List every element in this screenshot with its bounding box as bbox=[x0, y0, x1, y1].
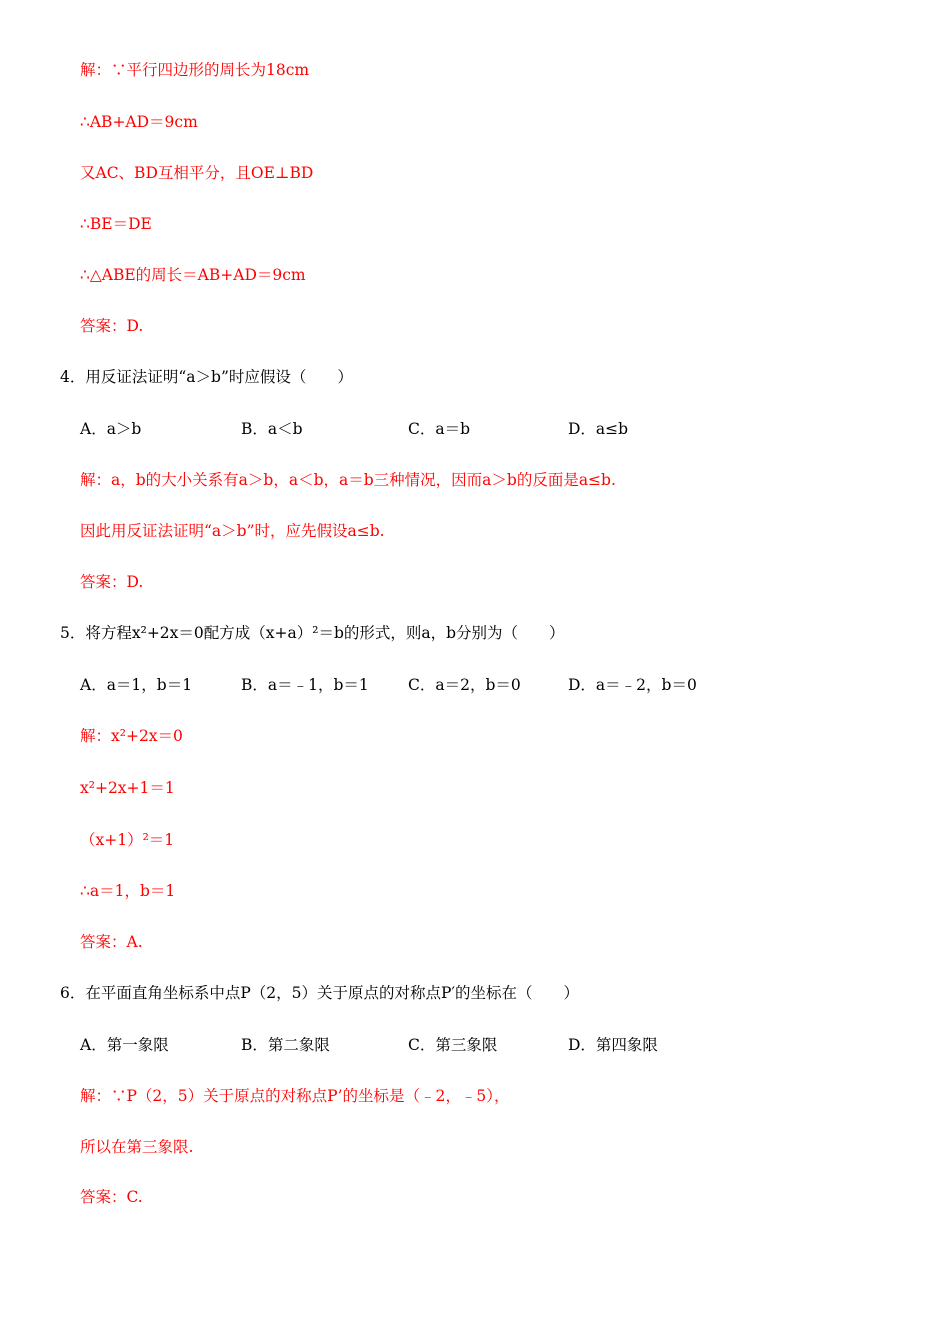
q6-option-b: B．第二象限 bbox=[241, 1036, 330, 1054]
q6-option-d: D．第四象限 bbox=[568, 1036, 658, 1054]
q3-solution-line-5: ∴△ABE的周长＝AB+AD＝9cm bbox=[80, 266, 306, 284]
q6-solution-line-1: 解：∵P（2，5）关于原点的对称点P’的坐标是（﹣2，﹣5）， bbox=[80, 1087, 510, 1105]
q4-solution-line-2: 因此用反证法证明“a＞b”时，应先假设a≤b. bbox=[80, 522, 385, 540]
q5-option-c: C．a＝2，b＝0 bbox=[408, 676, 521, 694]
q4-answer: 答案：D. bbox=[80, 573, 144, 591]
q4-stem: 4．用反证法证明“a＞b”时应假设（ ） bbox=[60, 368, 353, 386]
q5-option-a: A．a＝1，b＝1 bbox=[80, 676, 193, 694]
q6-stem: 6．在平面直角坐标系中点P（2，5）关于原点的对称点P′的坐标在（ ） bbox=[60, 984, 579, 1002]
q3-solution-line-1: 解：∵平行四边形的周长为18cm bbox=[80, 61, 310, 79]
q6-solution-line-2: 所以在第三象限. bbox=[80, 1138, 194, 1156]
q5-answer: 答案：A. bbox=[80, 933, 143, 951]
q4-option-d: D．a≤b bbox=[568, 420, 629, 438]
q4-option-c: C．a＝b bbox=[408, 420, 471, 438]
q6-option-c: C．第三象限 bbox=[408, 1036, 498, 1054]
q5-stem: 5．将方程x²+2x＝0配方成（x+a）²＝b的形式，则a，b分别为（ ） bbox=[60, 624, 565, 642]
q3-solution-line-4: ∴BE＝DE bbox=[80, 215, 152, 233]
q5-solution-line-2: x²+2x+1＝1 bbox=[80, 779, 175, 797]
q5-solution-line-1: 解：x²+2x＝0 bbox=[80, 727, 183, 745]
q5-option-d: D．a＝﹣2，b＝0 bbox=[568, 676, 697, 694]
q3-answer: 答案：D. bbox=[80, 317, 144, 335]
q5-solution-line-4: ∴a＝1，b＝1 bbox=[80, 882, 176, 900]
q3-solution-line-3: 又AC、BD互相平分，且OE⊥BD bbox=[80, 164, 314, 182]
q6-answer: 答案：C. bbox=[80, 1188, 143, 1206]
q5-option-b: B．a＝﹣1，b＝1 bbox=[241, 676, 369, 694]
q4-solution-line-1: 解：a，b的大小关系有a＞b，a＜b，a＝b三种情况，因而a＞b的反面是a≤b. bbox=[80, 471, 616, 489]
q5-solution-line-3: （x+1）²＝1 bbox=[80, 831, 175, 849]
q3-solution-line-2: ∴AB+AD＝9cm bbox=[80, 113, 198, 131]
q6-option-a: A．第一象限 bbox=[80, 1036, 169, 1054]
q4-option-a: A．a＞b bbox=[80, 420, 142, 438]
q4-option-b: B．a＜b bbox=[241, 420, 303, 438]
